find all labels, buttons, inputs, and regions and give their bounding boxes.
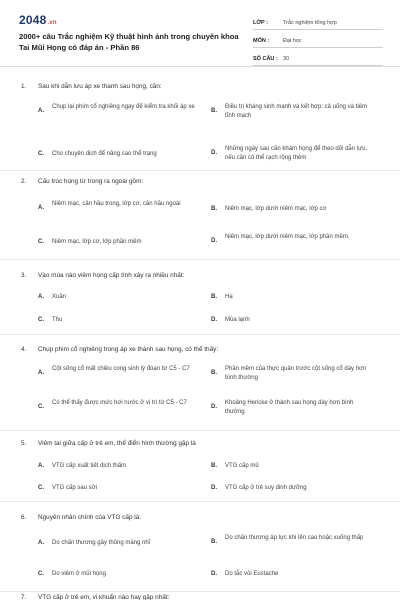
question-stem: VTG cấp ở trẻ em, vi khuẩn nào hay gặp nhất:	[38, 594, 170, 600]
option-text: Những ngày sau cần khám họng để theo dõi dẫn lưu, nếu cần có thể rạch rộng thêm	[225, 146, 368, 161]
option-letter: B.	[211, 370, 217, 376]
question-number: 1.	[21, 83, 27, 90]
meta-label: MÔN :	[253, 38, 270, 44]
option-a[interactable]	[38, 365, 198, 378]
option-text: Phần mềm của thực quản trước cột sống cổ dày hơn bình thường	[225, 366, 367, 381]
option-text: Hạ	[225, 294, 233, 300]
logo-main-text: 2048	[19, 13, 47, 27]
meta-value: 30	[283, 56, 290, 62]
option-letter: D.	[211, 571, 217, 577]
option-a[interactable]	[38, 539, 198, 548]
question-divider	[0, 591, 400, 592]
meta-row-subject	[253, 32, 383, 48]
option-text: Do viêm ở mũi họng	[52, 571, 106, 577]
question-item	[21, 271, 391, 323]
option-text: Khoảng Hericke ở thành sau họng dày hơn bình thường	[225, 400, 354, 415]
question-stem: Cấu trúc họng từ trong ra ngoài gồm:	[38, 178, 144, 185]
document-meta	[253, 14, 383, 68]
option-c[interactable]	[38, 238, 198, 247]
question-divider	[0, 170, 400, 171]
option-letter: A.	[38, 294, 44, 300]
option-letter: C.	[38, 317, 44, 323]
option-letter: C.	[38, 485, 44, 491]
option-letter: A.	[38, 463, 44, 469]
option-letter: C.	[38, 151, 44, 157]
option-a[interactable]	[38, 293, 198, 302]
meta-row-count	[253, 50, 383, 66]
question-item	[21, 82, 391, 161]
option-letter: C.	[38, 239, 44, 245]
question-item	[21, 593, 391, 600]
header-divider	[0, 66, 400, 67]
option-c[interactable]	[38, 316, 198, 325]
option-text: Điều trị kháng sinh mạnh và kết hợp: cả uống và tiêm tĩnh mạch	[225, 104, 368, 119]
site-logo[interactable]	[19, 13, 57, 27]
option-letter: D.	[211, 404, 217, 410]
option-letter: B.	[211, 539, 217, 545]
option-text: Do chấn thương gây thủng màng nhĩ	[52, 540, 151, 546]
question-item	[21, 439, 391, 491]
option-text: VTG cấp xuất tiết dịch thấm	[52, 463, 127, 469]
option-letter: D.	[211, 485, 217, 491]
question-item	[21, 345, 391, 415]
option-d[interactable]	[211, 316, 371, 325]
question-number: 6.	[21, 514, 27, 521]
meta-value: Trắc nghiệm tổng hợp	[283, 20, 337, 26]
question-stem: Viêm tai giữa cấp ở trẻ em, thể điển hình thường gặp là	[38, 440, 196, 447]
option-letter: B.	[211, 108, 217, 114]
option-a[interactable]	[38, 200, 198, 213]
question-item	[21, 177, 391, 245]
question-text	[21, 82, 391, 91]
option-letter: D.	[211, 150, 217, 156]
option-text: Thu	[52, 317, 63, 323]
question-divider	[0, 501, 400, 502]
option-letter: D.	[211, 238, 217, 244]
option-c[interactable]	[38, 150, 198, 159]
question-text	[21, 345, 391, 354]
option-text: Chụp lại phim cổ nghiêng ngay để kiểm tra khối áp xe	[52, 104, 195, 110]
question-number: 3.	[21, 272, 27, 279]
option-letter: B.	[211, 294, 217, 300]
logo-suffix-text: .vn	[47, 20, 57, 26]
option-b[interactable]	[211, 205, 371, 214]
question-text	[21, 593, 391, 600]
option-text: Cột sống cổ mất chiều cong sinh lý đoạn từ C5 - C7	[52, 366, 190, 372]
option-letter: C.	[38, 404, 44, 410]
question-divider	[0, 334, 400, 335]
option-d[interactable]	[211, 484, 371, 493]
option-b[interactable]	[211, 534, 371, 547]
option-text: Cho chuyên dịch để nâng cao thể trạng	[52, 151, 157, 157]
option-letter: A.	[38, 205, 44, 211]
option-d[interactable]	[211, 570, 371, 579]
question-stem: Nguyên nhân chính của VTG cấp là:	[38, 514, 142, 521]
question-text	[21, 271, 391, 280]
question-stem: Sau khi dẫn lưu áp xe thanh sau họng, cần:	[38, 83, 162, 90]
option-b[interactable]	[211, 462, 371, 471]
option-text: Do tắc vòi Eustache	[225, 571, 279, 577]
option-b[interactable]	[211, 103, 371, 120]
option-letter: D.	[211, 317, 217, 323]
option-text: Xuân	[52, 294, 67, 300]
question-text	[21, 177, 391, 186]
option-c[interactable]	[38, 484, 198, 493]
option-text: VTG cấp sau sởi	[52, 485, 97, 491]
option-c[interactable]	[38, 399, 198, 412]
question-item	[21, 513, 391, 577]
question-number: 2.	[21, 178, 27, 185]
question-text	[21, 439, 391, 448]
option-text: VTG cấp ở trẻ suy dinh dưỡng	[225, 485, 307, 491]
option-d[interactable]	[211, 145, 371, 162]
option-text: Niêm mạc, cân hầu trong, lớp cơ, cân hầu ngoài	[52, 201, 181, 207]
document-title: 2000+ câu Trắc nghiệm Kỹ thuật hình ảnh trong chuyên khoa Tai Mũi Họng có đáp án - Phần 86	[19, 32, 239, 52]
page-header	[0, 0, 400, 66]
option-text: Niêm mạc, lớp cơ, lớp phần mềm	[52, 239, 142, 245]
option-text: Mùa lạnh	[225, 317, 250, 323]
question-number: 4.	[21, 346, 27, 353]
option-letter: B.	[211, 206, 217, 212]
option-b[interactable]	[211, 365, 371, 382]
option-text: Do chấn thương áp lực khi lên cao hoặc xuống thấp	[225, 535, 364, 541]
option-text: VTG cấp mủ	[225, 463, 259, 469]
option-a[interactable]	[38, 462, 198, 471]
meta-label: SỐ CÂU :	[253, 56, 278, 62]
option-d[interactable]	[211, 233, 371, 246]
meta-value: Đại học	[283, 38, 302, 44]
question-text	[21, 513, 391, 522]
question-number: 7.	[21, 594, 27, 600]
option-letter: A.	[38, 540, 44, 546]
meta-row-class	[253, 14, 383, 30]
option-a[interactable]	[38, 103, 198, 116]
meta-label: LỚP :	[253, 20, 268, 26]
question-stem: Chụp phim cổ nghiêng trong áp xe thành sau họng, có thể thấy:	[38, 346, 219, 353]
option-letter: C.	[38, 571, 44, 577]
question-stem: Vào mùa nào viêm họng cấp tính xảy ra nhiều nhất:	[38, 272, 185, 279]
option-letter: B.	[211, 463, 217, 469]
option-b[interactable]	[211, 293, 371, 302]
option-text: Niêm mạc, lớp dưới niêm mạc, lớp phần mềm.	[225, 234, 350, 240]
option-text: Có thể thấy được mức hơi nước ở vị trí từ C5 - C7	[52, 400, 187, 406]
question-number: 5.	[21, 440, 27, 447]
option-letter: A.	[38, 370, 44, 376]
question-divider	[0, 430, 400, 431]
question-divider	[0, 259, 400, 260]
option-c[interactable]	[38, 570, 198, 579]
option-text: Niêm mạc, lớp dưới niêm mạc, lớp cơ	[225, 206, 327, 212]
option-letter: A.	[38, 108, 44, 114]
option-d[interactable]	[211, 399, 371, 416]
